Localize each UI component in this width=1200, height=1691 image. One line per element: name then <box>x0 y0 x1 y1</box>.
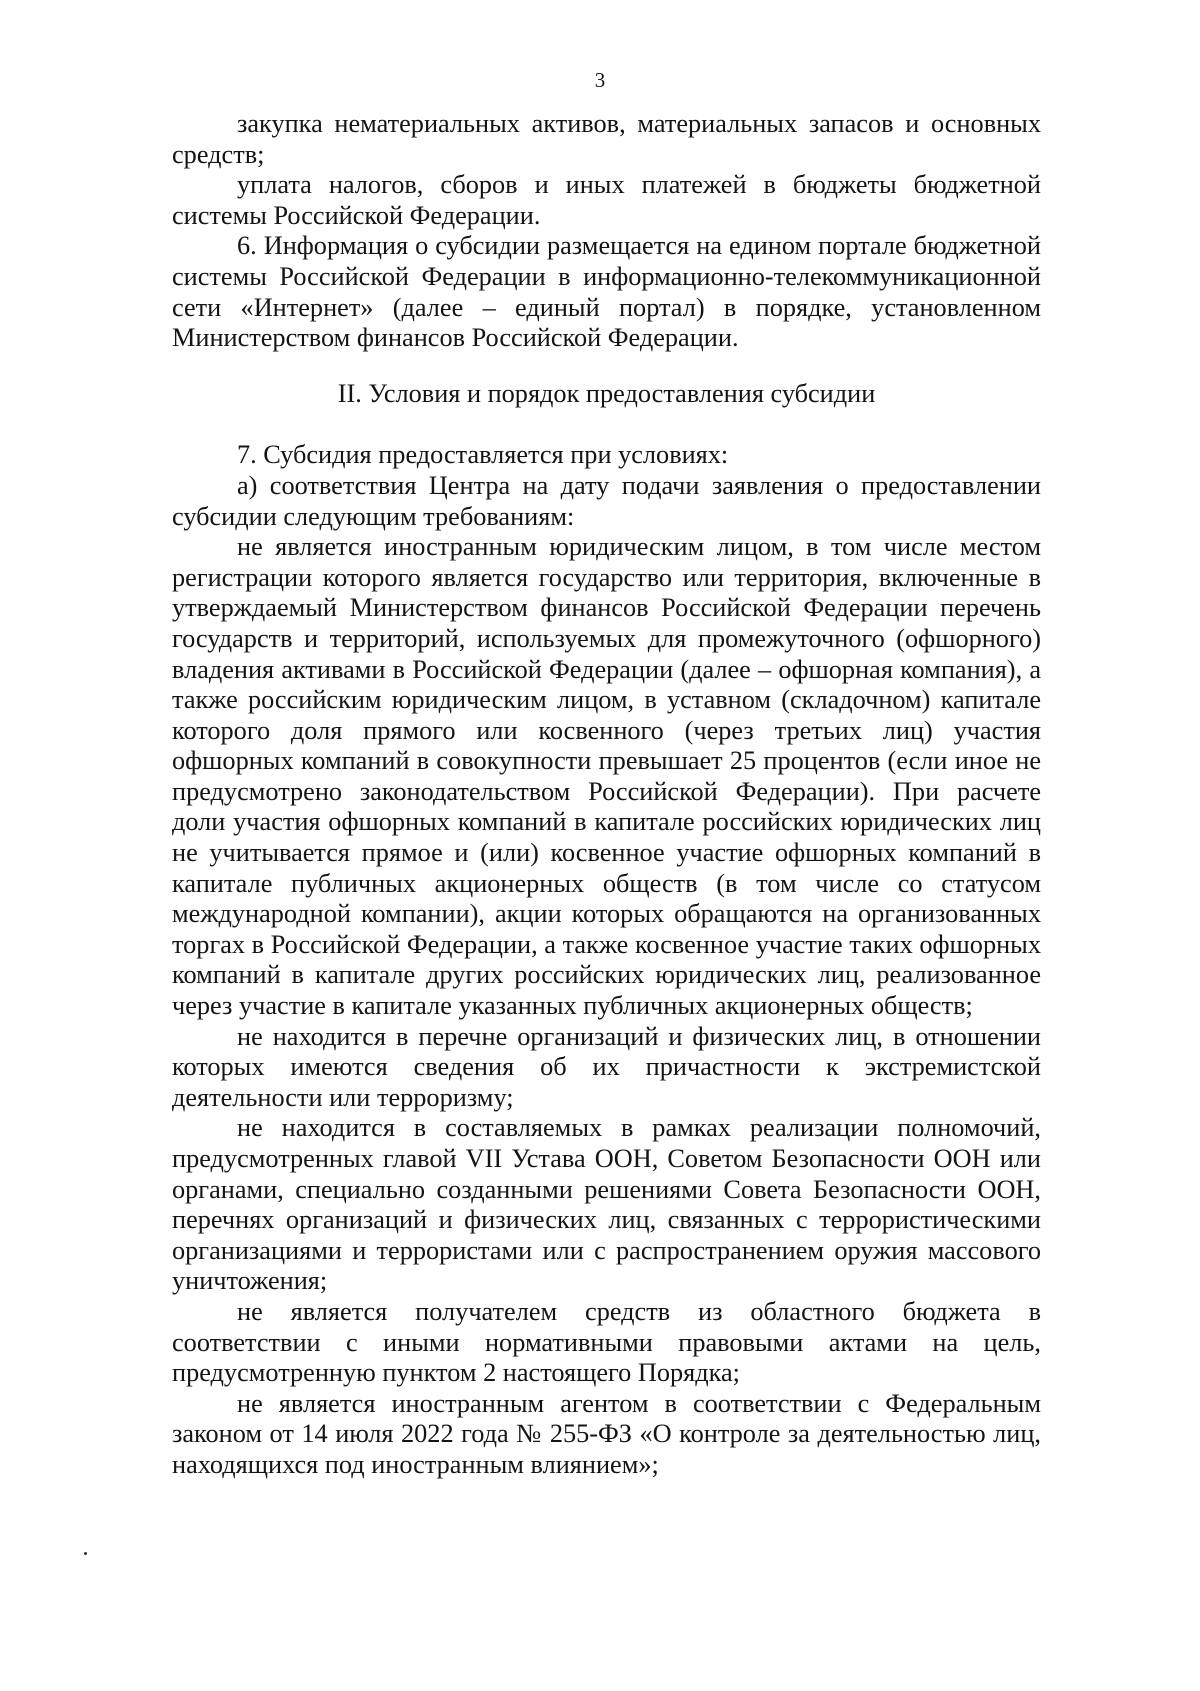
paragraph-clause-7a: а) соответствия Центра на дату подачи заявления о предоставлении субсидии следующим требованиям: <box>172 470 1041 531</box>
paragraph-taxes: уплата налогов, сборов и иных платежей в бюджеты бюджетной системы Российской Федерации. <box>172 170 1041 230</box>
paragraph-clause-7: 7. Субсидия предоставляется при условиях: <box>237 440 729 470</box>
paragraph-not-extremist-list: не находится в перечне организаций и физических лиц, в отношении которых имеются сведения об их причастности к экстремистской деятельности или терроризму; <box>172 1021 1041 1112</box>
paragraph-intangible-assets: закупка нематериальных активов, материальных запасов и основных средств; <box>172 109 1041 169</box>
section-heading: II. Условия и порядок предоставления субсидии <box>337 378 876 408</box>
paragraph-not-un-list: не находится в составляемых в рамках реализации полномочий, предусмотренных главой VII Устава ООН, Советом Безопасности ООН или органами, специально созданными решениями Совета Безопасности ООН, перечнях организаций и физических лиц, связанных с террористическими организациями и террористами или с распространением оружия массового уничтожения; <box>172 1113 1041 1296</box>
paragraph-not-budget-recipient: не является получателем средств из областного бюджета в соответствии с иными нормативными правовыми актами на цель, предусмотренную пунктом 2 настоящего Порядка; <box>172 1296 1041 1388</box>
paragraph-clause-6: 6. Информация о субсидии размещается на едином портале бюджетной системы Российской Федерации в информационно-телекоммуникационной сети «Интернет» (далее – единый портал) в порядке, установленном Министерством финансов Российской Федерации. <box>172 231 1041 353</box>
document-body <box>172 109 1041 1481</box>
page-number: 3 <box>594 68 606 92</box>
paragraph-not-foreign-agent: не является иностранным агентом в соответствии с Федеральным законом от 14 июля 2022 года № 255-ФЗ «О контроле за деятельностью лиц, находящихся под иностранным влиянием»; <box>172 1388 1041 1479</box>
scan-artifact-dot <box>84 1552 87 1555</box>
paragraph-not-foreign-entity: не является иностранным юридическим лицом, в том числе местом регистрации которого является государство или территория, включенные в утверждаемый Министерством финансов Российской Федерации перечень государств и территорий, используемых для промежуточного (офшорного) владения активами в Российской Федерации (далее – офшорная компания), а также российским юридическим лицом, в уставном (складочном) капитале которого доля прямого или косвенного (через третьих лиц) участия офшорных компаний в совокупности превышает 25 процентов (если иное не предусмотрено законодательством Российской Федерации). При расчете доли участия офшорных компаний в капитале российских юридических лиц не учитывается прямое и (или) косвенное участие офшорных компаний в капитале публичных акционерных обществ (в том числе со статусом международной компании), акции которых обращаются на организованных торгах в Российской Федерации, а также косвенное участие таких офшорных компаний в капитале других российских юридических лиц, реализованное через участие в капитале указанных публичных акционерных обществ; <box>172 532 1041 1021</box>
